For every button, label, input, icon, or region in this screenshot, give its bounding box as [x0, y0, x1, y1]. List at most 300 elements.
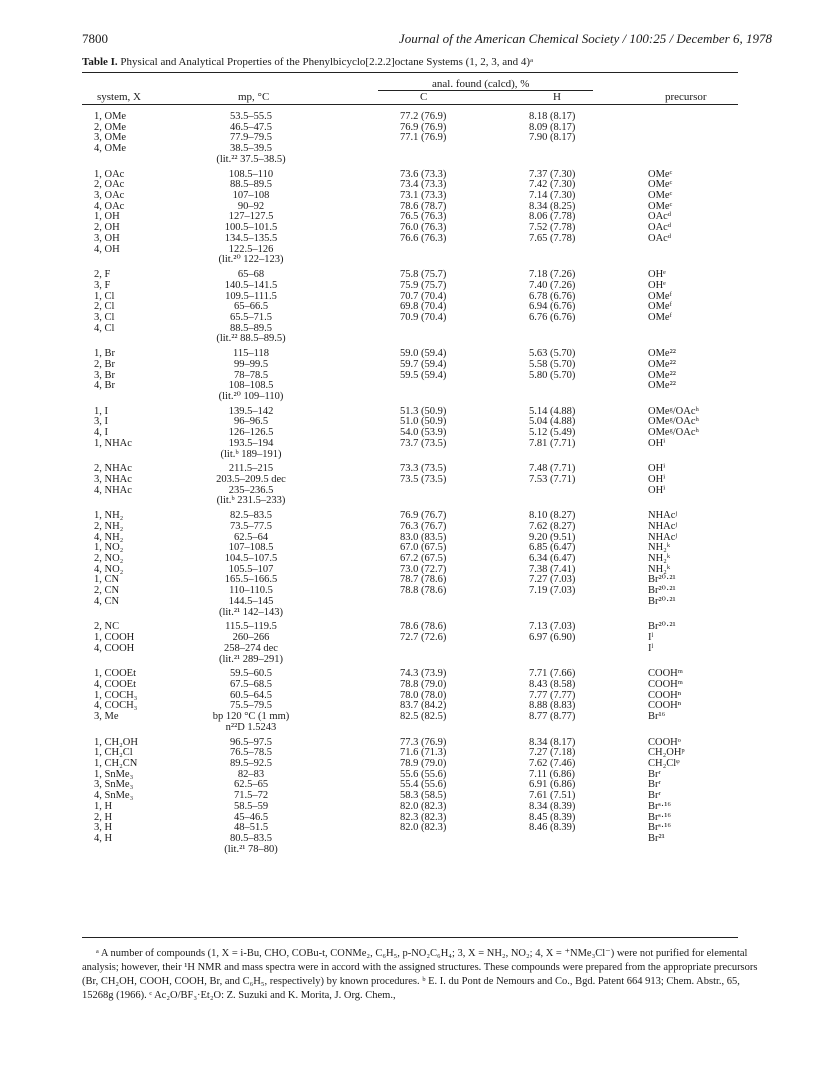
cell-mp: 108.5–110 — [228, 168, 274, 180]
cell-system: 1, Br — [94, 348, 115, 360]
cell-mp: 165.5–166.5 — [224, 574, 278, 586]
cell-hydrogen: 8.34 (8.39) — [529, 800, 576, 812]
cell-mp: 62.5–64 — [233, 531, 269, 543]
cell-system: 1, Cl — [94, 290, 115, 302]
cell-hydrogen: 6.34 (6.47) — [529, 553, 576, 565]
cell-carbon: 73.6 (73.3) — [400, 168, 447, 180]
cell-carbon: 59.7 (59.4) — [400, 358, 447, 370]
cell-mp: 89.5–92.5 — [230, 757, 272, 769]
cell-carbon: 75.9 (75.7) — [400, 279, 447, 291]
cell-hydrogen: 7.77 (7.77) — [529, 689, 576, 701]
cell-mp: 62.5–65 — [233, 779, 269, 791]
cell-precursor: Brʳ — [648, 779, 661, 791]
top-rule — [82, 72, 738, 73]
cell-mp: 46.5–47.5 — [230, 121, 272, 133]
cell-mp: (lit.ᵇ 231.5–233) — [216, 495, 286, 507]
cell-carbon: 73.5 (73.5) — [400, 474, 447, 485]
cell-precursor: Br²⁰·²¹ — [648, 595, 676, 607]
table-row — [0, 245, 820, 256]
cell-mp: 76.5–78.5 — [230, 747, 272, 759]
cell-mp: (lit.²¹ 142–143) — [218, 606, 284, 618]
cell-hydrogen: 7.37 (7.30) — [529, 168, 576, 180]
cell-carbon: 73.7 (73.5) — [400, 437, 447, 449]
cell-precursor: Brˢ·¹⁶ — [648, 811, 672, 823]
cell-mp: 115.5–119.5 — [225, 621, 277, 633]
cell-system: 4, COOH — [94, 642, 135, 654]
cell-system: 1, OH — [94, 211, 120, 223]
cell-precursor: OAcᵈ — [648, 211, 672, 223]
cell-mp: (lit.ᵇ 189–191) — [220, 448, 282, 460]
cell-carbon: 51.3 (50.9) — [400, 405, 447, 417]
cell-system: 3, Me — [94, 711, 119, 723]
cell-hydrogen: 7.18 (7.26) — [529, 269, 576, 281]
cell-precursor: Br²¹ — [648, 833, 665, 844]
cell-precursor: OHᵉ — [648, 279, 666, 291]
cell-hydrogen: 8.34 (8.25) — [529, 200, 576, 212]
cell-carbon: 77.1 (76.9) — [400, 132, 447, 144]
cell-hydrogen: 7.42 (7.30) — [529, 179, 576, 191]
cell-hydrogen: 8.45 (8.39) — [529, 811, 576, 823]
cell-hydrogen: 5.14 (4.88) — [529, 405, 576, 417]
cell-hydrogen: 5.12 (5.49) — [529, 427, 576, 439]
cell-carbon: 54.0 (53.9) — [400, 427, 447, 439]
cell-hydrogen: 5.80 (5.70) — [529, 369, 576, 381]
cell-carbon: 82.5 (82.5) — [400, 711, 447, 723]
cell-hydrogen: 6.91 (6.86) — [529, 779, 576, 791]
cell-hydrogen: 7.13 (7.03) — [529, 621, 576, 633]
cell-precursor: OMeᶠ — [648, 301, 672, 313]
table-footnote: ᵃ A number of compounds (1, X = i-Bu, CHO, COBu-t, CONMe₂, C₆H₅, p-NO₂C₆H₄; 3, X = NH₂, NO₂; 4, X = ⁺NMe₃Cl⁻) were not purified for elemental analysis; however, their ¹H NMR and mass spectra were in accord with the assigned structures. These compounds were prepared from the appropriate precursors (Br, CH₂OH, COOH, COOH, Br, and C₆H₅, respectively) by known procedures. ᵇ E. I. du Pont de Nemours and Co., Bgd. Patent 664 913; Chem. Abstr., 65, 15268g (1966). ᶜ Ac₂O/BF₃·Et₂O: Z. Suzuki and K. Morita, J. Org. Chem., — [82, 948, 758, 1001]
table-row — [0, 381, 820, 392]
cell-system: 1, NHAc — [94, 437, 132, 449]
cell-system: 3, OMe — [94, 132, 127, 144]
cell-hydrogen: 7.53 (7.71) — [529, 474, 576, 485]
table-row — [0, 281, 820, 292]
cell-hydrogen: 7.52 (7.78) — [529, 222, 576, 234]
cell-precursor: Br²⁰·²¹ — [648, 621, 676, 633]
cell-mp: 65–68 — [237, 269, 265, 281]
cell-carbon: 73.3 (73.5) — [400, 463, 447, 475]
cell-mp: (lit.²¹ 289–291) — [218, 653, 284, 665]
table-row — [0, 313, 820, 324]
cell-mp: 80.5–83.5 — [230, 833, 272, 844]
cell-system: 1, COOH — [94, 632, 135, 644]
cell-system: 4, I — [94, 427, 108, 439]
cell-system: 3, NHAc — [94, 474, 132, 485]
table-row — [0, 324, 820, 335]
table-row — [0, 255, 820, 266]
cell-hydrogen: 6.85 (6.47) — [529, 542, 576, 554]
cell-carbon: 83.0 (83.5) — [400, 531, 447, 543]
cell-hydrogen: 8.77 (8.77) — [529, 711, 576, 723]
cell-carbon: 73.1 (73.3) — [400, 190, 447, 202]
cell-precursor: OHⁱ — [648, 437, 666, 449]
table-row — [0, 439, 820, 450]
cell-precursor: NH₂ᵏ — [648, 563, 671, 575]
cell-system: 2, Cl — [94, 301, 115, 313]
cell-hydrogen: 7.27 (7.03) — [529, 574, 576, 586]
table-row — [0, 823, 820, 834]
cell-carbon: 59.5 (59.4) — [400, 369, 447, 381]
cell-system: 4, Br — [94, 380, 115, 392]
cell-carbon: 55.4 (55.6) — [400, 779, 447, 791]
cell-system: 4, CN — [94, 595, 120, 607]
cell-system: 2, Br — [94, 358, 115, 370]
cell-mp: 100.5–101.5 — [224, 222, 278, 234]
cell-carbon: 70.9 (70.4) — [400, 311, 447, 323]
cell-system: 3, OH — [94, 232, 120, 244]
cell-system: 1, COCH₃ — [94, 689, 138, 701]
cell-mp: 107–108 — [232, 190, 270, 202]
cell-system: 3, OAc — [94, 190, 125, 202]
cell-mp: 144.5–145 — [228, 595, 274, 607]
bottom-rule — [82, 937, 738, 938]
cell-mp: 115–118 — [233, 348, 269, 360]
cell-precursor: Brʳ — [648, 790, 661, 802]
cell-mp: n²²D 1.5243 — [225, 721, 277, 733]
cell-system: 2, NHAc — [94, 463, 132, 475]
cell-precursor: OHᵉ — [648, 269, 666, 281]
cell-mp: 134.5–135.5 — [224, 232, 278, 244]
cell-mp: 99–99.5 — [233, 358, 269, 370]
header-rule — [82, 104, 738, 105]
cell-system: 4, OH — [94, 243, 120, 255]
cell-hydrogen: 7.62 (7.46) — [529, 757, 576, 769]
cell-system: 1, COOEt — [94, 668, 136, 680]
cell-system: 4, NH₂ — [94, 531, 124, 543]
cell-precursor: Br²⁰·²¹ — [648, 585, 676, 597]
cell-carbon: 78.0 (78.0) — [400, 689, 447, 701]
cell-mp: 48–51.5 — [233, 822, 269, 834]
cell-hydrogen: 7.90 (8.17) — [529, 132, 576, 144]
cell-carbon: 69.8 (70.4) — [400, 301, 447, 313]
cell-hydrogen: 7.62 (8.27) — [529, 520, 576, 532]
cell-carbon: 72.7 (72.6) — [400, 632, 447, 644]
cell-mp: 67.5–68.5 — [230, 678, 272, 690]
table-row — [0, 597, 820, 608]
cell-system: 2, NH₂ — [94, 520, 124, 532]
cell-precursor: Iˡ — [648, 632, 654, 644]
cell-system: 4, OAc — [94, 200, 125, 212]
table-row — [0, 712, 820, 723]
cell-mp: 65–66.5 — [233, 301, 269, 313]
cell-carbon: 67.2 (67.5) — [400, 553, 447, 565]
cell-precursor: CH₂OHᵖ — [648, 747, 685, 759]
cell-hydrogen: 7.40 (7.26) — [529, 279, 576, 291]
cell-carbon: 71.6 (71.3) — [400, 747, 447, 759]
cell-carbon: 82.3 (82.3) — [400, 811, 447, 823]
col-header-mp: mp, °C — [238, 91, 270, 103]
cell-mp: (lit.²¹ 78–80) — [224, 843, 278, 855]
cell-carbon: 76.6 (76.3) — [400, 232, 447, 244]
cell-system: 1, I — [94, 405, 108, 417]
cell-carbon: 78.6 (78.7) — [400, 200, 447, 212]
cell-mp: 82.5–83.5 — [230, 510, 272, 522]
cell-mp: bp 120 °C (1 mm) — [212, 711, 290, 723]
cell-system: 1, SnMe₃ — [94, 768, 134, 780]
table-row — [0, 496, 820, 507]
cell-precursor: OHⁱ — [648, 484, 666, 496]
cell-mp: 107–108.5 — [228, 542, 274, 554]
cell-system: 2, OMe — [94, 121, 127, 133]
cell-hydrogen: 7.14 (7.30) — [529, 190, 576, 202]
cell-system: 2, OH — [94, 222, 120, 234]
cell-mp: 96.5–97.5 — [230, 736, 272, 748]
cell-mp: 109.5–111.5 — [225, 290, 277, 302]
cell-system: 4, COOEt — [94, 678, 136, 690]
cell-system: 2, OAc — [94, 179, 125, 191]
cell-precursor: OMeᶜ — [648, 190, 673, 202]
table-row — [0, 608, 820, 619]
table-caption-text: Physical and Analytical Properties of the Phenylbicyclo[2.2.2]octane Systems (1, 2, 3, and 4)ᵃ — [120, 56, 534, 68]
cell-precursor: Brʳ — [648, 768, 661, 780]
table-label: Table I. — [82, 56, 118, 68]
cell-precursor: OMeᶜ — [648, 200, 673, 212]
cell-mp: 73.5–77.5 — [230, 520, 272, 532]
cell-carbon: 82.0 (82.3) — [400, 800, 447, 812]
cell-mp: 193.5–194 — [228, 437, 274, 449]
cell-carbon: 73.4 (73.3) — [400, 179, 447, 191]
cell-mp: 78–78.5 — [233, 369, 269, 381]
col-header-c: C — [420, 91, 428, 103]
cell-mp: 88.5–89.5 — [230, 179, 272, 191]
table-row — [0, 450, 820, 461]
cell-system: 2, H — [94, 811, 113, 823]
table-row — [0, 360, 820, 371]
cell-hydrogen: 7.11 (6.86) — [529, 768, 575, 780]
cell-carbon: 74.3 (73.9) — [400, 668, 447, 680]
cell-system: 1, NO₂ — [94, 542, 124, 554]
cell-system: 3, I — [94, 416, 108, 428]
cell-precursor: OMeᶠ — [648, 290, 672, 302]
cell-system: 2, NC — [94, 621, 120, 633]
cell-system: 3, H — [94, 822, 113, 834]
cell-mp: 88.5–89.5 — [230, 322, 272, 334]
cell-hydrogen: 8.06 (7.78) — [529, 211, 576, 223]
cell-system: 1, OAc — [94, 168, 125, 180]
cell-system: 4, COCH₃ — [94, 700, 138, 712]
table-row — [0, 834, 820, 845]
cell-system: 4, NO₂ — [94, 563, 124, 575]
cell-precursor: OMe²² — [648, 358, 676, 370]
cell-carbon: 55.6 (55.6) — [400, 768, 447, 780]
cell-system: 4, Cl — [94, 322, 115, 334]
table-row — [0, 155, 820, 166]
cell-system: 1, CH₂Cl — [94, 747, 133, 759]
cell-system: 3, Cl — [94, 311, 115, 323]
cell-mp: 96–96.5 — [233, 416, 269, 428]
cell-system: 1, CH₂CN — [94, 757, 138, 769]
cell-system: 3, Br — [94, 369, 115, 381]
cell-hydrogen: 8.43 (8.58) — [529, 678, 576, 690]
cell-mp: (lit.²⁰ 109–110) — [218, 390, 284, 402]
cell-carbon: 83.7 (84.2) — [400, 700, 447, 712]
cell-mp: 59.5–60.5 — [230, 668, 272, 680]
cell-carbon: 78.8 (78.6) — [400, 585, 447, 597]
cell-precursor: CH₂Clᵠ — [648, 757, 680, 769]
cell-carbon: 59.0 (59.4) — [400, 348, 447, 360]
cell-carbon: 78.7 (78.6) — [400, 574, 447, 586]
cell-system: 3, SnMe₃ — [94, 779, 134, 791]
cell-mp: 77.9–79.5 — [230, 132, 272, 144]
cell-hydrogen: 6.97 (6.90) — [529, 632, 576, 644]
cell-precursor: COOHᵐ — [648, 668, 683, 680]
cell-mp: 140.5–141.5 — [224, 279, 278, 291]
cell-system: 4, SnMe₃ — [94, 790, 134, 802]
cell-precursor: NH₂ᵏ — [648, 542, 671, 554]
cell-system: 4, NHAc — [94, 484, 132, 496]
cell-precursor: COOHᵐ — [648, 678, 683, 690]
cell-precursor: NHAcʲ — [648, 531, 678, 543]
cell-carbon: 76.3 (76.7) — [400, 520, 447, 532]
cell-carbon: 51.0 (50.9) — [400, 416, 447, 428]
cell-hydrogen: 6.76 (6.76) — [529, 311, 576, 323]
cell-mp: 60.5–64.5 — [230, 689, 272, 701]
table-row — [0, 845, 820, 856]
table-row — [0, 723, 820, 734]
cell-mp: 104.5–107.5 — [224, 553, 278, 565]
table-caption — [82, 56, 782, 68]
cell-precursor: OMeᶜ — [648, 179, 673, 191]
cell-hydrogen: 6.78 (6.76) — [529, 290, 576, 302]
cell-hydrogen: 7.81 (7.71) — [529, 437, 576, 449]
table-row — [0, 586, 820, 597]
cell-hydrogen: 7.19 (7.03) — [529, 585, 576, 597]
analysis-group-header: anal. found (calcd), % — [432, 78, 530, 90]
cell-mp: 258–274 dec — [224, 642, 278, 654]
table-row — [0, 802, 820, 813]
cell-precursor: OMeᶜ — [648, 168, 673, 180]
cell-carbon: 76.9 (76.7) — [400, 510, 447, 522]
cell-precursor: COOHⁿ — [648, 700, 682, 712]
cell-hydrogen: 8.34 (8.17) — [529, 736, 576, 748]
cell-mp: 58.5–59 — [233, 800, 269, 812]
cell-mp: 235–236.5 — [228, 484, 274, 496]
cell-mp: 139.5–142 — [228, 405, 274, 417]
cell-hydrogen: 7.65 (7.78) — [529, 232, 576, 244]
cell-system: 1, H — [94, 800, 113, 812]
table-row — [0, 234, 820, 245]
cell-hydrogen: 5.04 (4.88) — [529, 416, 576, 428]
cell-system: 3, F — [94, 279, 111, 291]
cell-precursor: NHAcʲ — [648, 520, 678, 532]
cell-carbon: 75.8 (75.7) — [400, 269, 447, 281]
cell-hydrogen: 7.61 (7.51) — [529, 790, 576, 802]
cell-precursor: COOHᵒ — [648, 736, 681, 748]
col-header-precursor: precursor — [665, 91, 707, 103]
cell-mp: 203.5–209.5 dec — [216, 474, 286, 485]
cell-hydrogen: 5.58 (5.70) — [529, 358, 576, 370]
cell-precursor: OMe²² — [648, 348, 676, 360]
cell-precursor: OMeᵍ/OAcʰ — [648, 416, 699, 428]
table-row — [0, 144, 820, 155]
page-number: 7800 — [82, 31, 108, 46]
table-row — [0, 334, 820, 345]
col-header-h: H — [553, 91, 561, 103]
cell-carbon: 70.7 (70.4) — [400, 290, 447, 302]
table-row — [0, 522, 820, 533]
cell-carbon: 77.3 (76.9) — [400, 736, 447, 748]
cell-system: 1, CN — [94, 574, 120, 586]
cell-system: 1, OMe — [94, 111, 127, 122]
cell-carbon: 76.0 (76.3) — [400, 222, 447, 234]
cell-precursor: OMe²² — [648, 369, 676, 381]
cell-mp: 260–266 — [232, 632, 270, 644]
cell-mp: 45–46.5 — [233, 811, 269, 823]
cell-carbon: 78.6 (78.6) — [400, 621, 447, 633]
cell-system: 4, OMe — [94, 143, 127, 155]
cell-mp: 211.5–215 — [228, 463, 274, 475]
cell-precursor: Br²⁰·²¹ — [648, 574, 676, 586]
cell-precursor: OAcᵈ — [648, 232, 672, 244]
cell-system: 4, H — [94, 833, 113, 844]
cell-hydrogen: 7.27 (7.18) — [529, 747, 576, 759]
cell-system: 2, NO₂ — [94, 553, 124, 565]
cell-carbon: 58.3 (58.5) — [400, 790, 447, 802]
cell-precursor: OHⁱ — [648, 463, 666, 475]
table-row — [0, 655, 820, 666]
cell-mp: 75.5–79.5 — [230, 700, 272, 712]
cell-hydrogen: 7.48 (7.71) — [529, 463, 576, 475]
cell-carbon: 78.8 (79.0) — [400, 678, 447, 690]
cell-hydrogen: 6.94 (6.76) — [529, 301, 576, 313]
cell-mp: 38.5–39.5 — [230, 143, 272, 155]
table-row — [0, 371, 820, 382]
cell-mp: 71.5–72 — [233, 790, 269, 802]
cell-carbon: 82.0 (82.3) — [400, 822, 447, 834]
cell-mp: (lit.²² 88.5–89.5) — [216, 333, 286, 345]
cell-system: 1, CH₂OH — [94, 736, 138, 748]
cell-hydrogen: 8.10 (8.27) — [529, 510, 576, 522]
cell-hydrogen: 7.71 (7.66) — [529, 668, 576, 680]
cell-precursor: COOHⁿ — [648, 689, 682, 701]
cell-hydrogen: 8.88 (8.83) — [529, 700, 576, 712]
journal-running-head: Journal of the American Chemical Society / 100:25 / December 6, 1978 — [398, 31, 772, 46]
cell-mp: 110–110.5 — [229, 585, 273, 597]
cell-mp: 82–83 — [237, 768, 265, 780]
cell-hydrogen: 9.20 (9.51) — [529, 531, 576, 543]
cell-precursor: OMeᶠ — [648, 311, 672, 323]
cell-hydrogen: 7.38 (7.41) — [529, 563, 576, 575]
cell-mp: 127–127.5 — [228, 211, 274, 223]
table-row — [0, 486, 820, 497]
cell-precursor: NH₂ᵏ — [648, 553, 671, 565]
page-header — [82, 31, 772, 49]
cell-mp: (lit.²⁰ 122–123) — [218, 254, 284, 266]
cell-precursor: Brˢ·¹⁶ — [648, 822, 672, 834]
cell-hydrogen: 8.09 (8.17) — [529, 121, 576, 133]
cell-mp: 105.5–107 — [228, 563, 274, 575]
cell-precursor: OMe²² — [648, 380, 676, 392]
cell-precursor: OAcᵈ — [648, 222, 672, 234]
cell-precursor: Brˢ·¹⁶ — [648, 800, 672, 812]
table-row — [0, 392, 820, 403]
cell-hydrogen: 8.18 (8.17) — [529, 111, 576, 122]
cell-carbon: 78.9 (79.0) — [400, 757, 447, 769]
cell-hydrogen: 5.63 (5.70) — [529, 348, 576, 360]
cell-mp: 108–108.5 — [228, 380, 274, 392]
cell-precursor: Iˡ — [648, 642, 654, 654]
cell-carbon: 76.9 (76.9) — [400, 121, 447, 133]
cell-mp: 90–92 — [237, 200, 265, 212]
cell-mp: 65.5–71.5 — [230, 311, 272, 323]
cell-carbon: 67.0 (67.5) — [400, 542, 447, 554]
cell-precursor: OMeᵍ/OAcʰ — [648, 405, 699, 417]
cell-mp: 126–126.5 — [228, 427, 274, 439]
cell-mp: (lit.²² 37.5–38.5) — [216, 153, 286, 165]
cell-mp: 53.5–55.5 — [230, 111, 272, 122]
cell-precursor: Br¹⁶ — [648, 711, 666, 723]
